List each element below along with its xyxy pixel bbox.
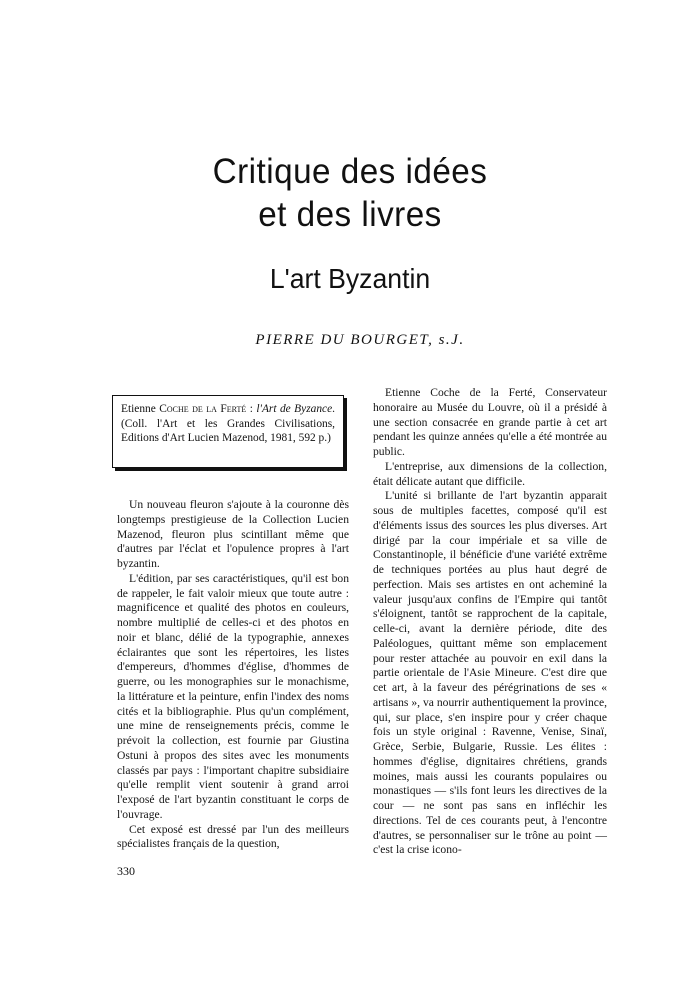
paragraph: Un nouveau fleuron s'ajoute à la couronne dès longtemps prestigieuse de la Collection Lucien Mazenod, fleuron plus scintillant même que d'autres par l'éclat et l'opulence propres à l'art byzantin. — [117, 498, 349, 570]
article-section-title — [0, 150, 700, 236]
reference-separator: : — [246, 403, 257, 415]
reference-details: . (Coll. l'Art et les Grandes Civilisations, Editions d'Art Lucien Mazenod, 1981, 592 p.) — [121, 403, 335, 445]
left-text-column — [117, 498, 349, 852]
paragraph: Cet exposé est dressé par l'un des meilleurs spécialistes français de la question, — [117, 822, 349, 851]
reference-book-title: l'Art de Byzance — [256, 403, 333, 415]
section-title-line-2: et des livres — [258, 195, 442, 234]
article-author: PIERRE DU BOURGET, s.J. — [255, 332, 465, 348]
section-title-line-1: Critique des idées — [212, 152, 488, 191]
paragraph: L'entreprise, aux dimensions de la collection, était délicate autant que difficile. — [373, 459, 607, 488]
paragraph: L'édition, par ses caractéristiques, qu'il est bon de rappeler, le fait valoir mieux que toute autre : magnificence et qualité des photos en couleurs, nombre multiplié de celles-ci et des photos en noir et blanc, délié de la typographie, annexes éclairantes que sont les répertoires, les listes d'empereurs, d'hommes d'église, d'hommes de guerre, ou les monographies sur le monachisme, la littérature et la peinture, enfin l'index des noms cités et la bibliographie. Plus qu'un complément, une mine de renseignements précis, comme le prévoit la collection, est fournie par Giustina Ostuni à propos des sites avec les monuments classés par pays : l'important chapitre subsidiaire qu'elle remplit vient soutenir à grand arroi l'exposé de l'art byzantin constituant le corps de l'ouvrage. — [117, 571, 349, 821]
paragraph: L'unité si brillante de l'art byzantin apparait sous de multiples facettes, composé qu'il est d'éléments issus des sources les plus diverses. Art dirigé par la cour impériale et sa ville de Constantinople, il bénéficie d'une variété extrême de techniques portées au plus haut degré de perfection. Mais ses artistes en ont acheminé la valeur jusqu'aux confins de l'Empire qui tantôt s'éloignent, tantôt se rapprochent de la capitale, celle-ci, avant la dernière période, dite des Paléologues, quittant même son emplacement pour rester attachée au pouvoir en exil dans la partie orientale de l'Asie Mineure. C'est dire que cet art, à la faveur des pérégrinations de ses « artisans », va nourrir authentiquement la province, qui, sur place, s'en inspire pour y créer chaque fois un style original : Ravenne, Venise, Sinaï, Grèce, Serbie, Bulgarie, Russie. Les élites : hommes d'église, dignitaires chrétiens, grands moines, mais aussi les courants populaires ou monastiques — s'ils font leurs les directives de la cour — ne sont pas sans en infléchir les directions. Tel de ces courants peut, à l'encontre d'autres, se personnaliser sur le trône au point — c'est la crise icono- — [373, 489, 607, 857]
book-reference-box — [112, 395, 344, 468]
right-text-column — [373, 386, 607, 858]
paragraph: Etienne Coche de la Ferté, Conservateur honoraire au Musée du Louvre, où il a présidé à une section consacrée en grande partie à cet art pendant les quinze années qu'elle a été montrée au public. — [373, 386, 607, 458]
reference-author-surname: Coche de la Ferté — [159, 403, 247, 415]
page-number: 330 — [117, 864, 135, 878]
article-title: L'art Byzantin — [269, 263, 431, 294]
reference-author-first: Etienne — [121, 403, 160, 415]
